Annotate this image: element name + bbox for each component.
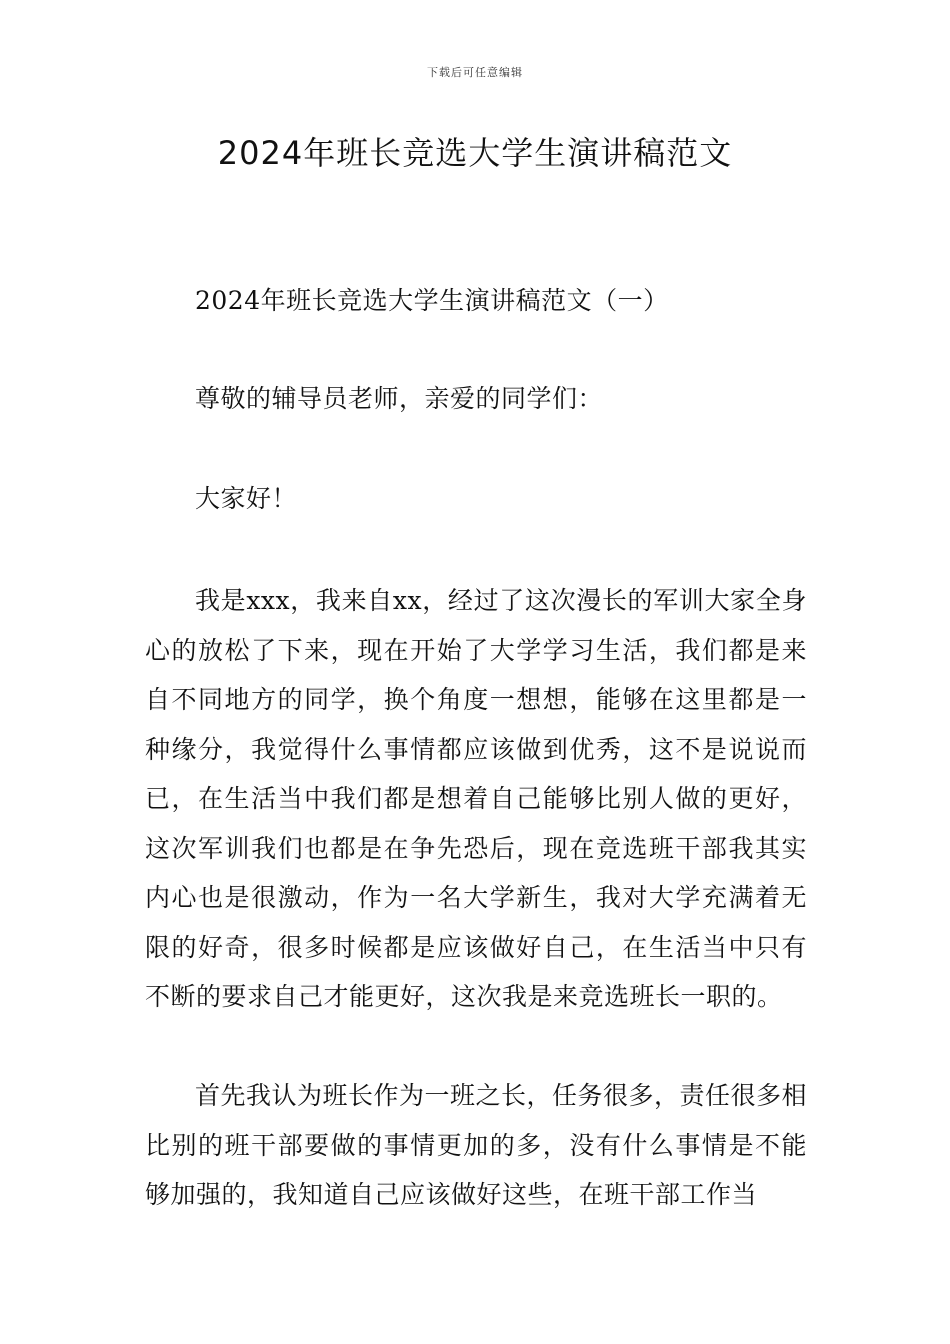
body-paragraph-1: 我是xxx，我来自xx，经过了这次漫长的军训大家全身心的放松了下来，现在开始了大学学习生活，我们都是来自不同地方的同学，换个角度一想想，能够在这里都是一种缘分，我觉得什么事情都应该做到优秀，这不是说说而已，在生活当中我们都是想着自己能够比别人做的更好，这次军训我们也都是在争先恐后，现在竞选班干部我其实内心也是很激动，作为一名大学新生，我对大学充满着无限的好奇，很多时候都是应该做好自己，在生活当中只有不断的要求自己才能更好，这次我是来竞选班长一职的。 — [145, 586, 807, 1011]
greeting-line: 大家好！ — [195, 484, 298, 513]
section-subtitle: 2024年班长竞选大学生演讲稿范文（一） — [195, 286, 669, 315]
header-note: 下载后可任意编辑 — [427, 66, 523, 79]
document-title: 2024年班长竞选大学生演讲稿范文 — [217, 134, 733, 172]
salutation: 尊敬的辅导员老师，亲爱的同学们： — [195, 384, 604, 413]
body-paragraph-2: 首先我认为班长作为一班之长，任务很多，责任很多相比别的班干部要做的事情更加的多，没有什么事情是不能够加强的，我知道自己应该做好这些，在班干部工作当 — [145, 1081, 808, 1209]
